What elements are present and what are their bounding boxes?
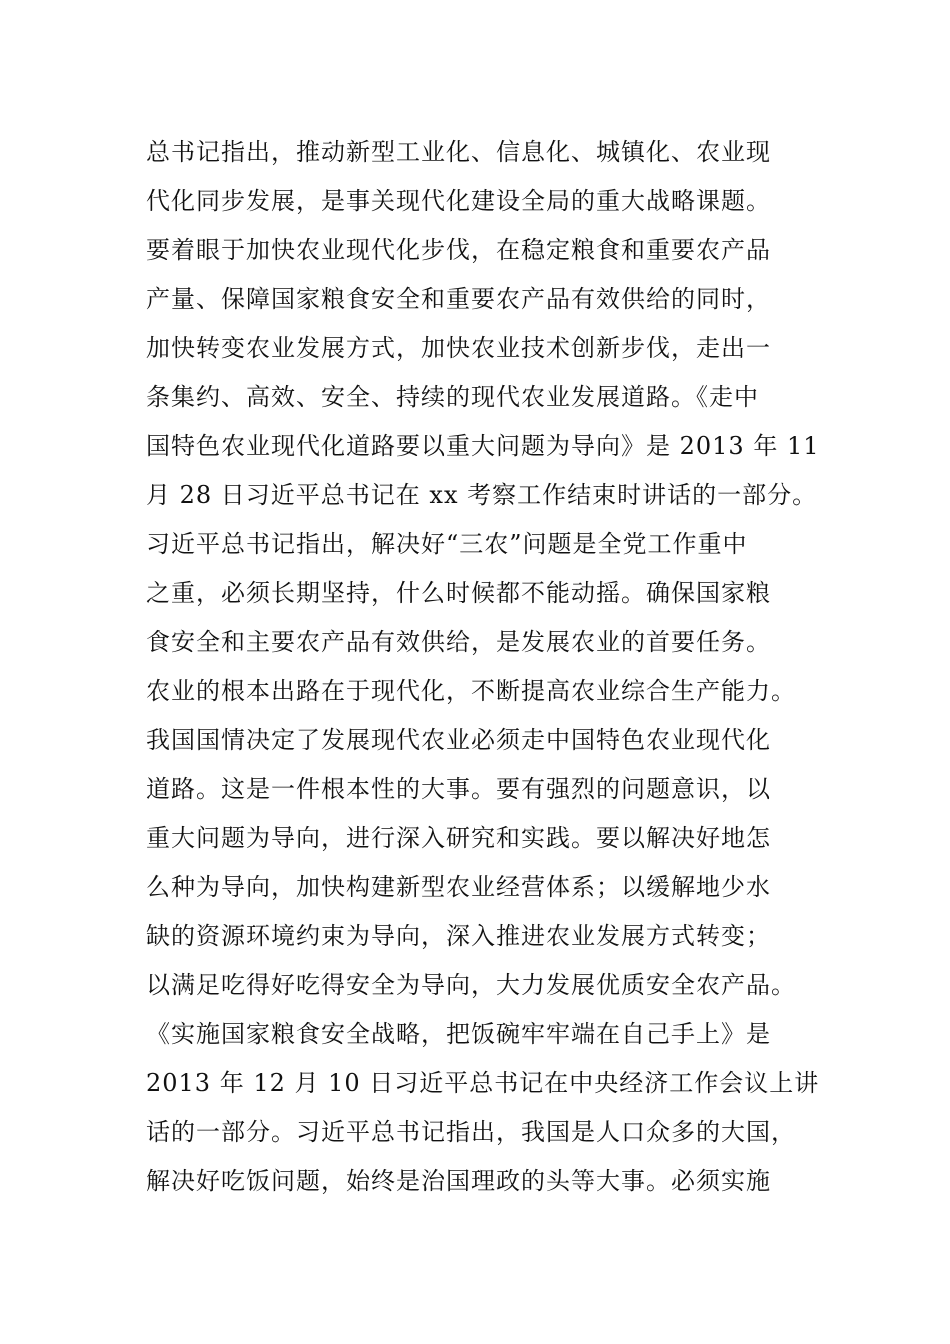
text-line: 食安全和主要农产品有效供给，是发展农业的首要任务。 — [146, 628, 771, 656]
text-line: 话的一部分。习近平总书记指出，我国是人口众多的大国， — [146, 1118, 796, 1146]
text-line: 产量、保障国家粮食安全和重要农产品有效供给的同时， — [146, 285, 771, 313]
text-line: 条集约、高效、安全、持续的现代农业发展道路。《走中 — [146, 383, 759, 411]
body-text — [146, 128, 820, 1206]
text-line: 总书记指出，推动新型工业化、信息化、城镇化、农业现 — [146, 138, 771, 166]
text-line: 解决好吃饭问题，始终是治国理政的头等大事。必须实施 — [146, 1167, 771, 1195]
text-line: 国特色农业现代化道路要以重大问题为导向》是 2013 年 11 — [146, 432, 820, 460]
text-line: 月 28 日习近平总书记在 xx 考察工作结束时讲话的一部分。 — [146, 481, 818, 509]
text-line: 农业的根本出路在于现代化，不断提高农业综合生产能力。 — [146, 677, 796, 705]
text-line: 《实施国家粮食安全战略，把饭碗牢牢端在自己手上》是 — [146, 1020, 771, 1048]
text-line: 道路。这是一件根本性的大事。要有强烈的问题意识，以 — [146, 775, 771, 803]
text-line: 缺的资源环境约束为导向，深入推进农业发展方式转变； — [146, 922, 771, 950]
text-line: 2013 年 12 月 10 日习近平总书记在中央经济工作会议上讲 — [146, 1069, 820, 1097]
text-line: 重大问题为导向，进行深入研究和实践。要以解决好地怎 — [146, 824, 771, 852]
text-line: 之重，必须长期坚持，什么时候都不能动摇。确保国家粮 — [146, 579, 771, 607]
text-line: 习近平总书记指出，解决好“三农”问题是全党工作重中 — [146, 530, 748, 558]
text-line: 么种为导向，加快构建新型农业经营体系；以缓解地少水 — [146, 873, 771, 901]
text-line: 要着眼于加快农业现代化步伐，在稳定粮食和重要农产品 — [146, 236, 771, 264]
text-line: 以满足吃得好吃得安全为导向，大力发展优质安全农产品。 — [146, 971, 796, 999]
text-line: 我国国情决定了发展现代农业必须走中国特色农业现代化 — [146, 726, 771, 754]
text-line: 代化同步发展，是事关现代化建设全局的重大战略课题。 — [146, 187, 771, 215]
text-line: 加快转变农业发展方式，加快农业技术创新步伐，走出一 — [146, 334, 771, 362]
